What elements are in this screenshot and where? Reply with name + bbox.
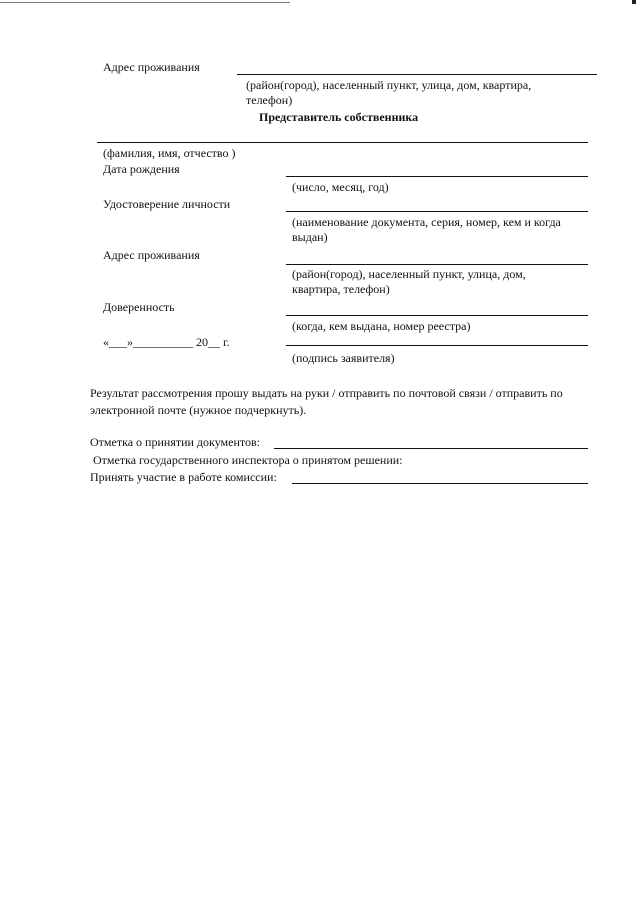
- power-of-attorney-hint: (когда, кем выдана, номер реестра): [292, 319, 471, 333]
- representative-heading: Представитель собственника: [259, 110, 419, 124]
- upper-address-line: [237, 74, 597, 75]
- scan-artifact-top: [0, 2, 290, 3]
- date-field: «___»__________ 20__ г.: [103, 335, 230, 349]
- upper-address-label: Адрес проживания: [103, 60, 200, 74]
- commission-line: [292, 483, 588, 484]
- representative-fio-hint: (фамилия, имя, отчество ): [103, 146, 236, 160]
- identity-hint: (наименование документа, серия, номер, кем и когда выдан): [292, 215, 561, 244]
- birth-date-line: [286, 176, 588, 177]
- representative-fio-line: [97, 142, 588, 143]
- power-of-attorney-label: Доверенность: [103, 300, 175, 314]
- birth-date-hint: (число, месяц, год): [292, 180, 389, 194]
- signature-hint: (подпись заявителя): [292, 351, 395, 365]
- acceptance-line: [274, 448, 588, 449]
- representative-address-label: Адрес проживания: [103, 248, 200, 262]
- identity-line: [286, 211, 588, 212]
- birth-date-label: Дата рождения: [103, 162, 180, 176]
- result-delivery-text: Результат рассмотрения прошу выдать на руки / отправить по почтовой связи / отправить по электронной почте (нужное подчеркнуть).: [90, 386, 563, 417]
- identity-label: Удостоверение личности: [103, 197, 231, 211]
- signature-line: [286, 345, 588, 346]
- scan-artifact-corner: [632, 0, 636, 4]
- inspector-decision-label: Отметка государственного инспектора о принятом решении:: [93, 453, 403, 467]
- representative-address-hint: (район(город), населенный пункт, улица, дом, квартира, телефон): [292, 267, 526, 296]
- representative-address-line: [286, 264, 588, 265]
- power-of-attorney-line: [286, 315, 588, 316]
- upper-address-hint: (район(город), населенный пункт, улица, дом, квартира, телефон): [246, 78, 532, 107]
- acceptance-label: Отметка о принятии документов:: [90, 435, 260, 449]
- commission-label: Принять участие в работе комиссии:: [90, 470, 277, 484]
